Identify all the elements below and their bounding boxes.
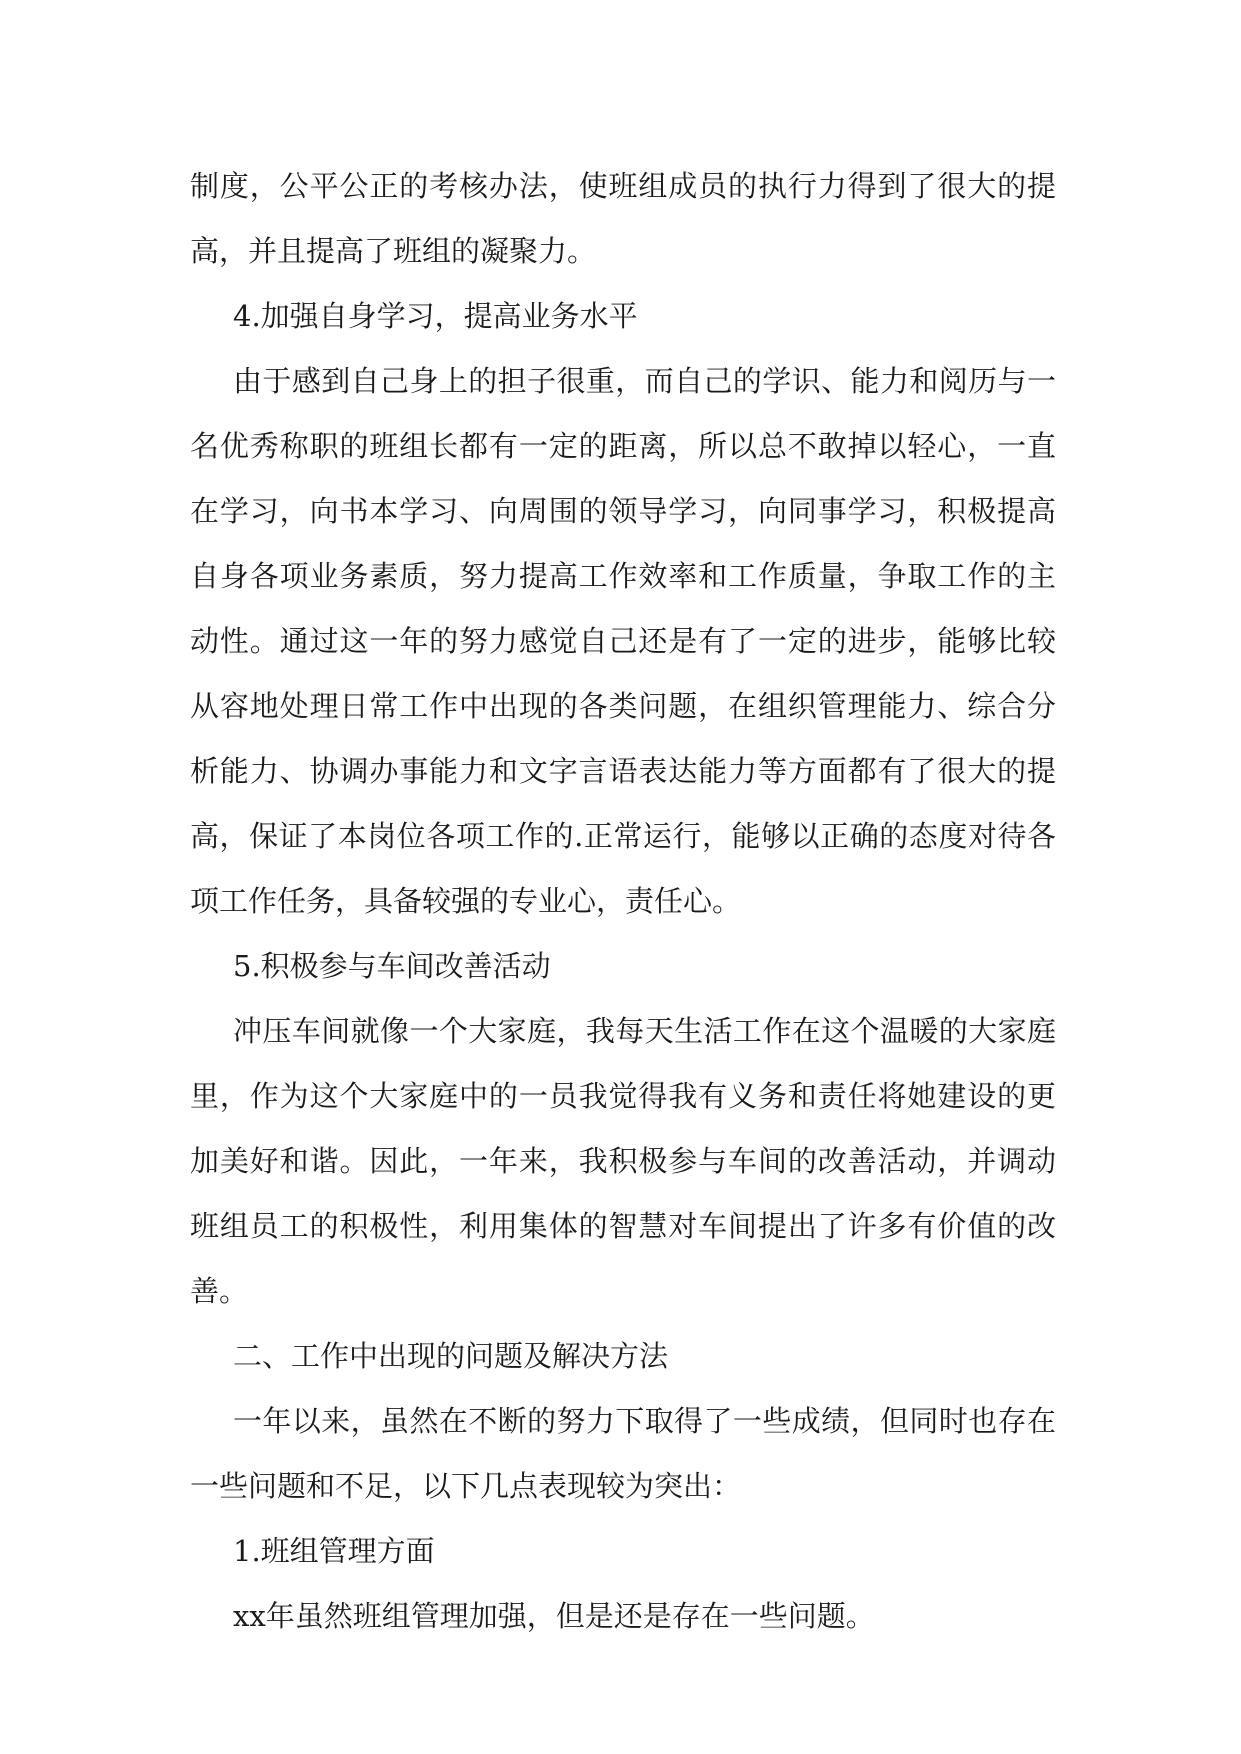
document-body: [190, 154, 1056, 1649]
paragraph-1: 制度，公平公正的考核办法，使班组成员的执行力得到了很大的提高，并且提高了班组的凝聚力。: [190, 169, 1056, 268]
paragraph-3: 冲压车间就像一个大家庭，我每天生活工作在这个温暖的大家庭里，作为这个大家庭中的一员我觉得我有义务和责任将她建设的更加美好和谐。因此，一年来，我积极参与车间的改善活动，并调动班组员工的积极性，利用集体的智慧对车间提出了许多有价值的改善。: [190, 1014, 1056, 1308]
section-heading-4: 4.加强自身学习，提高业务水平: [233, 299, 638, 333]
paragraph-4: 一年以来，虽然在不断的努力下取得了一些成绩，但同时也存在一些问题和不足，以下几点表现较为突出：: [190, 1404, 1056, 1503]
paragraph-2: 由于感到自己身上的担子很重，而自己的学识、能力和阅历与一名优秀称职的班组长都有一定的距离，所以总不敢掉以轻心，一直在学习，向书本学习、向周围的领导学习，向同事学习，积极提高自身各项业务素质，努力提高工作效率和工作质量，争取工作的主动性。通过这一年的努力感觉自己还是有了一定的进步，能够比较从容地处理日常工作中出现的各类问题，在组织管理能力、综合分析能力、协调办事能力和文字言语表达能力等方面都有了很大的提高，保证了本岗位各项工作的.正常运行，能够以正确的态度对待各项工作任务，具备较强的专业心，责任心。: [190, 364, 1056, 918]
section-heading-1: 1.班组管理方面: [233, 1534, 435, 1568]
chapter-heading-2: 二、工作中出现的问题及解决方法: [233, 1339, 669, 1373]
section-heading-5: 5.积极参与车间改善活动: [233, 949, 551, 983]
paragraph-5: xx年虽然班组管理加强，但是还是存在一些问题。: [233, 1599, 875, 1633]
